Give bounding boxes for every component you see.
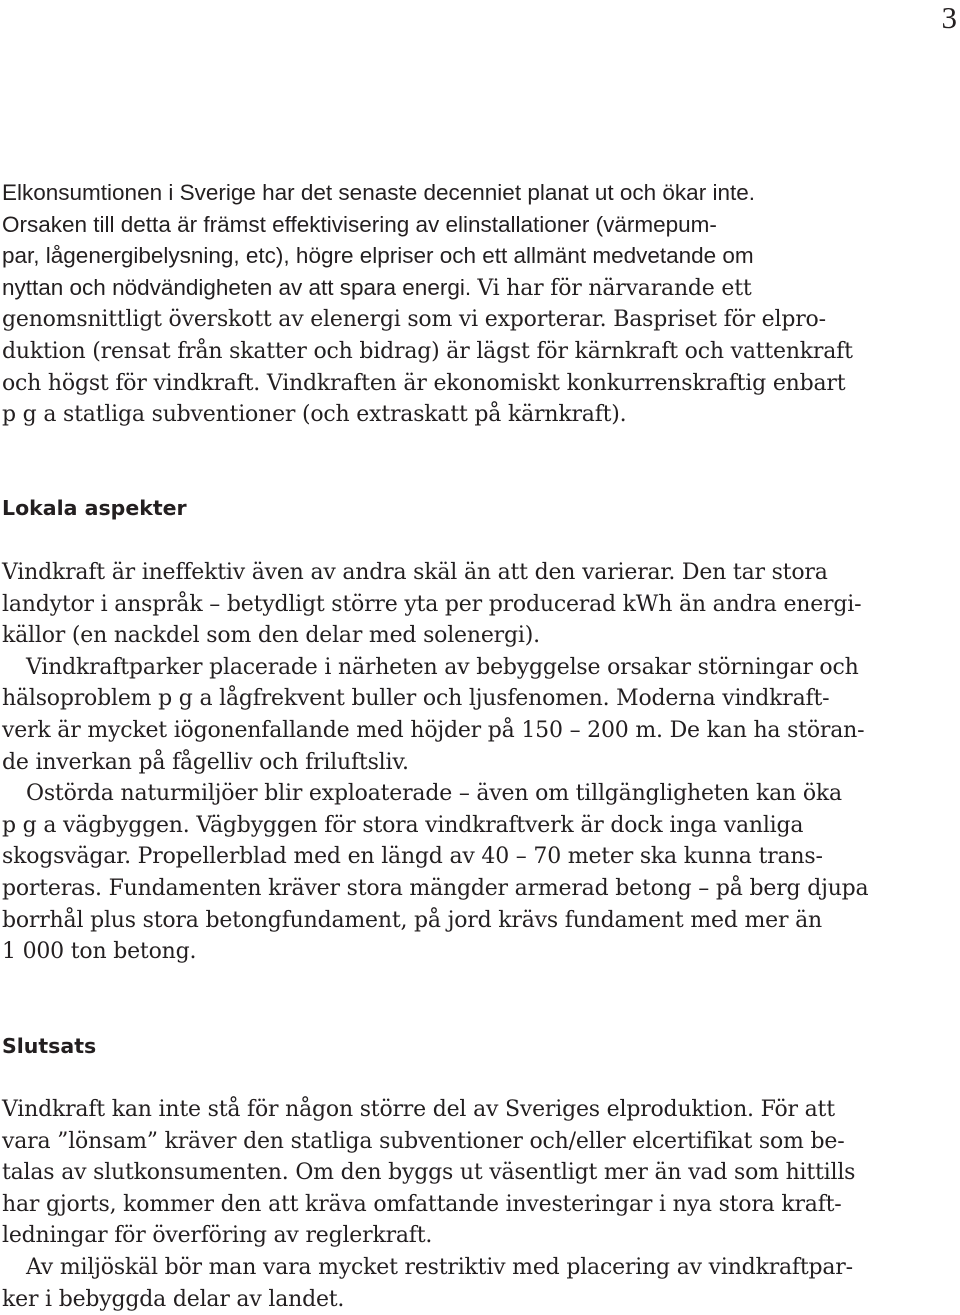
intro-paragraph [2,177,882,431]
text-line: skogsvägar. Propellerblad med en längd av 40 – 70 meter ska kunna trans- [2,844,823,870]
text-line: hälsoproblem p g a lågfrekvent buller och ljusfenomen. Moderna vindkraft- [2,686,830,712]
text-line: talas av slutkonsumenten. Om den byggs ut väsentligt mer än vad som hittills [2,1160,856,1186]
text-line: Vindkraftparker placerade i närheten av bebyggelse orsakar störningar och [26,654,859,680]
text-line: duktion (rensat från skatter och bidrag) är lägst för kärnkraft och vattenkraft [2,338,853,364]
text-fragment: nyttan och nödvändigheten av att spara energi. [2,274,478,300]
text-line [2,272,882,305]
text-line: de inverkan på fågelliv och friluftsliv. [2,749,409,775]
text-line: vara ”lönsam” kräver den statliga subventioner och/eller elcertifikat som be- [2,1128,845,1154]
text-line: har gjorts, kommer den att kräva omfattande investeringar i nya stora kraft- [2,1191,842,1217]
page-number: 3 [941,0,957,35]
text-line: borrhål plus stora betongfundament, på jord krävs fundament med mer än [2,907,822,933]
text-line: ledningar för överföring av reglerkraft. [2,1223,433,1249]
text-line: ker i bebyggda delar av landet. [2,1286,345,1312]
text-line: par, lågenergibelysning, etc), högre elpriser och ett allmänt medvetande om [2,243,754,269]
text-line: Vindkraft är ineffektiv även av andra skäl än att den varierar. Den tar stora [2,560,828,585]
text-line: Vindkraft kan inte stå för någon större del av Sveriges elproduktion. För att [2,1097,835,1122]
text-line: Av miljöskäl bör man vara mycket restriktiv med placering av vindkraftpar- [26,1254,853,1280]
section-heading-slutsats: Slutsats [2,1034,97,1058]
text-line: landytor i anspråk – betydligt större yta per producerad kWh än andra energi- [2,591,862,617]
text-line: 1 000 ton betong. [2,939,197,965]
text-fragment: Vi har för närvarande ett [477,275,752,301]
section-lokala-aspekter-body [2,557,882,968]
text-line: genomsnittligt överskott av elenergi som vi exporterar. Baspriset för elpro- [2,307,826,333]
text-line: och högst för vindkraft. Vindkraften är ekonomiskt konkurrenskraftig enbart [2,370,846,396]
text-line: p g a vägbyggen. Vägbyggen för stora vindkraftverk är dock inga vanliga [2,812,804,838]
text-line: Orsaken till detta är främst effektivisering av elinstallationer (värmepum- [2,211,717,237]
section-heading-lokala-aspekter: Lokala aspekter [2,496,187,520]
text-line: verk är mycket iögonenfallande med höjder på 150 – 200 m. De kan ha störan- [2,717,865,743]
text-line: Elkonsumtionen i Sverige har det senaste decenniet planat ut och ökar inte. [2,180,755,205]
text-line: porteras. Fundamenten kräver stora mängder armerad betong – på berg djupa [2,875,869,901]
text-line: källor (en nackdel som den delar med solenergi). [2,623,540,649]
text-line: p g a statliga subventioner (och extraskatt på kärnkraft). [2,402,627,428]
section-slutsats-body [2,1094,882,1315]
text-line: Ostörda naturmiljöer blir exploaterade – även om tillgängligheten kan öka [26,781,842,807]
